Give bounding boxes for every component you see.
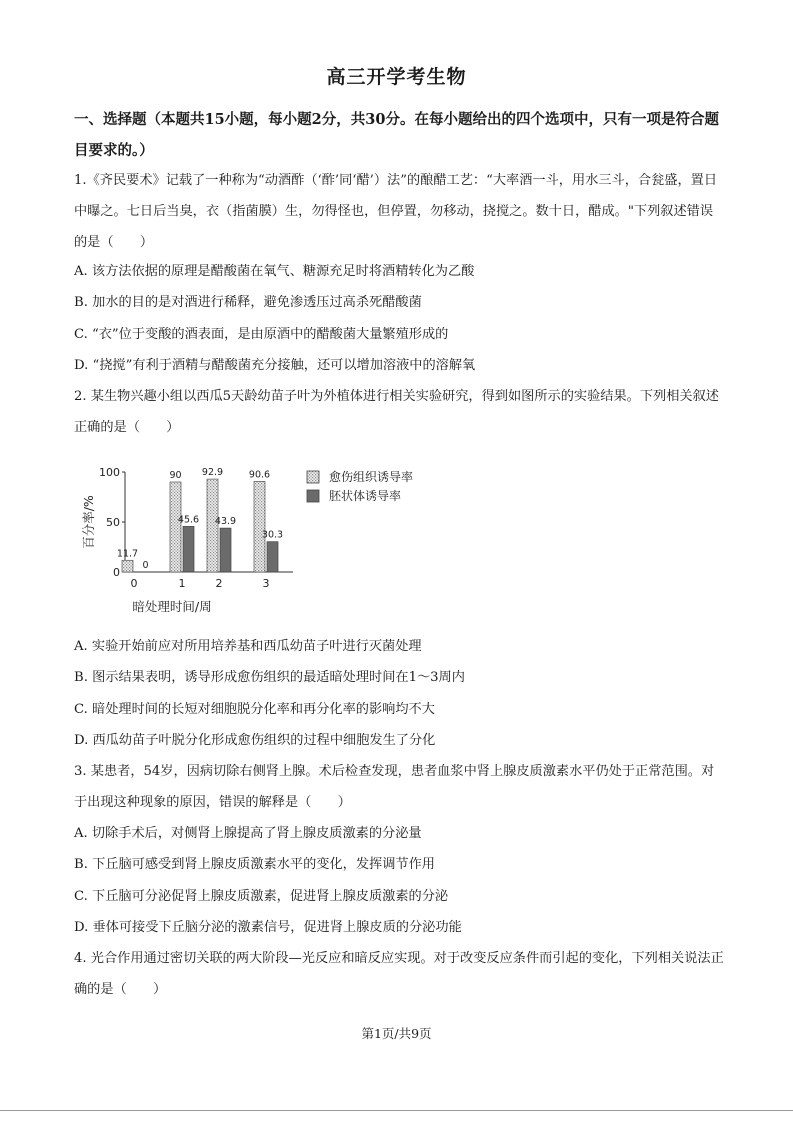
question-1-option-a: A. 该方法依据的原理是醋酸菌在氧气、糖源充足时将酒精转化为乙酸 [74, 264, 475, 279]
question-3-stem: 3. 某患者，54岁，因病切除右侧肾上腺。术后检查发现，患者血浆中肾上腺皮质激素水平仍处于正常范围。对于出现这种现象的原因，错误的解释是（ ） [74, 764, 715, 810]
y-axis-label: 百分率/% [81, 495, 96, 549]
question-2-option-a: A. 实验开始前应对所用培养基和西瓜幼苗子叶进行灭菌处理 [74, 639, 422, 654]
bar-callus-week-0 [122, 560, 133, 572]
bar-chart [0, 455, 793, 635]
legend-swatch-embryoid [307, 490, 319, 502]
legend-swatch-callus [307, 471, 319, 483]
data-label-embryoid-week-2: 43.9 [214, 516, 237, 528]
data-label-embryoid-week-3: 30.3 [261, 529, 284, 541]
data-label-callus-week-3: 90.6 [248, 469, 271, 481]
bar-callus-week-3 [254, 481, 265, 572]
x-tick-label-week-2: 2 [215, 577, 223, 590]
bar-callus-week-1 [170, 482, 181, 572]
question-2-stem: 2. 某生物兴趣小组以西瓜5天龄幼苗子叶为外植体进行相关实验研究，得到如图所示的实验结果。下列相关叙述正确的是（ ） [74, 389, 719, 435]
question-1-option-d: D. “挠搅”有利于酒精与醋酸菌充分接触，还可以增加溶液中的溶解氧 [74, 358, 476, 373]
page-footer: 第1页/共9页 [361, 1026, 432, 1041]
bar-embryoid-week-1 [183, 526, 194, 572]
page-bottom-rule [0, 1110, 793, 1111]
question-2-option-c: C. 暗处理时间的长短对细胞脱分化率和再分化率的影响均不大 [74, 702, 435, 717]
y-tick-label: 0 [113, 566, 120, 579]
question-3-option-b: B. 下丘脑可感受到肾上腺皮质激素水平的变化，发挥调节作用 [74, 857, 435, 872]
question-1-stem: 1.《齐民要术》记载了一种称为“动酒酢（‘酢’同‘醋’）法”的酿醋工艺：“大率酒一斗，用水三斗，合瓮盛，置日中曝之。七日后当臭，衣（指菌膜）生，勿得怪也，但停置，勿移动，挠搅之。数十日，醋成。"下列叙述错误的是（ ） [74, 173, 718, 250]
question-2-option-b: B. 图示结果表明，诱导形成愈伤组织的最适暗处理时间在1～3周内 [74, 670, 465, 685]
x-tick-label-week-0: 0 [130, 577, 138, 590]
question-4-stem: 4. 光合作用通过密切关联的两大阶段—光反应和暗反应实现。对于改变反应条件而引起的变化，下列相关说法正确的是（ ） [74, 951, 724, 997]
x-axis-label: 暗处理时间/周 [132, 599, 212, 614]
section-heading: 一、选择题（本题共15小题，每小题2分，共30分。在每小题给出的四个选项中，只有一项是符合题目要求的。） [74, 111, 719, 159]
data-label-callus-week-1: 90 [169, 470, 182, 481]
legend-label-embryoid: 胚状体诱导率 [329, 489, 402, 503]
question-1-option-c: C. “衣”位于变酸的酒表面，是由原酒中的醋酸菌大量繁殖形成的 [74, 327, 449, 342]
page-title: 高三开学考生物 [326, 66, 467, 88]
data-label-callus-week-0: 11.7 [116, 548, 139, 560]
data-label-embryoid-week-1: 45.6 [177, 514, 200, 526]
y-tick-label: 50 [106, 516, 120, 529]
question-1-option-b: B. 加水的目的是对酒进行稀释，避免渗透压过高杀死醋酸菌 [74, 295, 422, 310]
x-tick-label-week-3: 3 [262, 577, 270, 590]
legend-label-callus: 愈伤组织诱导率 [329, 470, 414, 484]
question-2-option-d: D. 西瓜幼苗子叶脱分化形成愈伤组织的过程中细胞发生了分化 [74, 733, 436, 748]
data-label-embryoid-week-0: 0 [142, 560, 149, 571]
question-3-option-a: A. 切除手术后，对侧肾上腺提高了肾上腺皮质激素的分泌量 [74, 826, 422, 841]
question-3-option-d: D. 垂体可接受下丘脑分泌的激素信号，促进肾上腺皮质的分泌功能 [74, 920, 462, 935]
question-3-option-c: C. 下丘脑可分泌促肾上腺皮质激素，促进肾上腺皮质激素的分泌 [74, 889, 449, 904]
x-tick-label-week-1: 1 [178, 577, 186, 590]
bar-embryoid-week-3 [267, 542, 278, 572]
data-label-callus-week-2: 92.9 [201, 467, 224, 479]
y-tick-label: 100 [99, 466, 120, 479]
bar-embryoid-week-2 [220, 528, 231, 572]
